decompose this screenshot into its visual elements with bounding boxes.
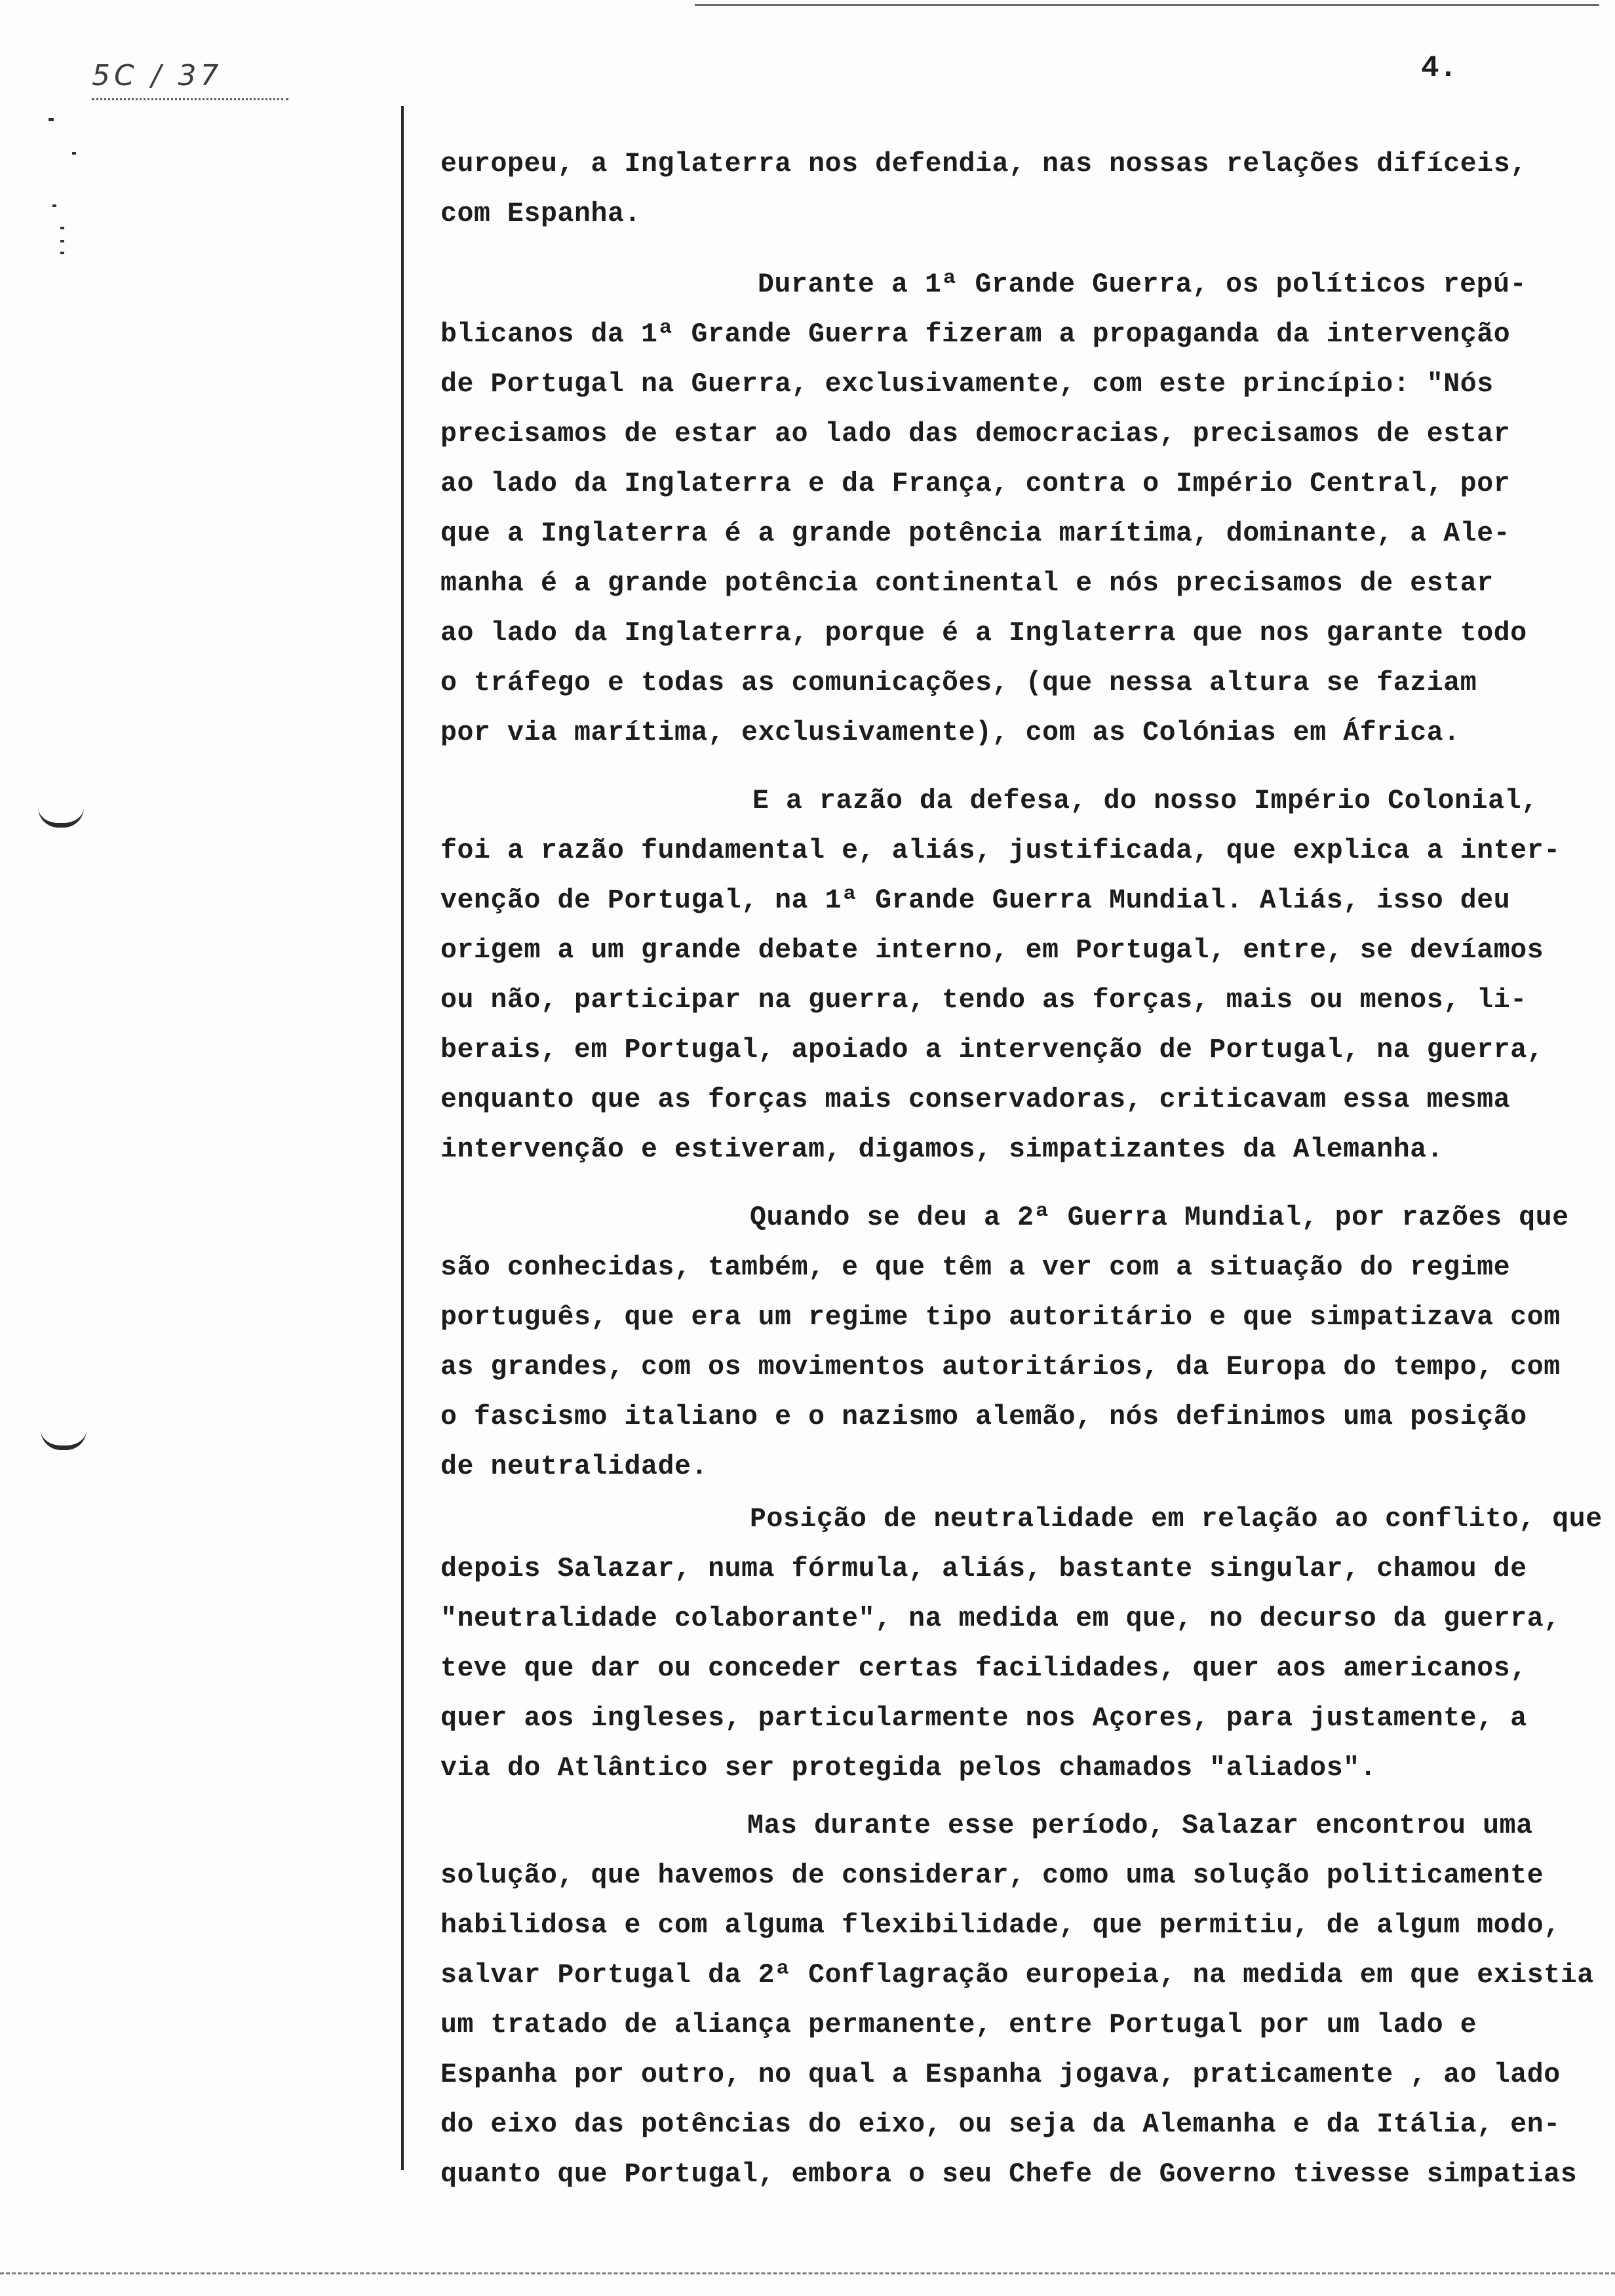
binder-mark (60, 227, 64, 229)
text-line: habilidosa e com alguma flexibilidade, que permitiu, de algum modo, (440, 1910, 1561, 1941)
text-line: de neutralidade. (440, 1451, 709, 1482)
text-line: via do Atlântico ser protegida pelos chamados "aliados". (440, 1753, 1377, 1784)
text-line: teve que dar ou conceder certas facilidades, quer aos americanos, (440, 1653, 1527, 1684)
text-line: as grandes, com os movimentos autoritários, da Europa do tempo, com (440, 1352, 1561, 1383)
text-line: que a Inglaterra é a grande potência marítima, dominante, a Ale- (440, 518, 1511, 549)
text-line: E a razão da defesa, do nosso Império Colonial, (752, 786, 1538, 816)
text-line: blicanos da 1ª Grande Guerra fizeram a propaganda da intervenção (440, 319, 1511, 350)
text-line: solução, que havemos de considerar, como uma solução politicamente (440, 1860, 1544, 1891)
bottom-scan-rule (0, 2272, 1615, 2274)
text-line: origem a um grande debate interno, em Portugal, entre, se devíamos (440, 935, 1544, 966)
text-line: europeu, a Inglaterra nos defendia, nas nossas relações difíceis, (440, 149, 1527, 180)
punch-hole-mark (41, 1430, 87, 1450)
text-line: enquanto que as forças mais conservadoras, criticavam essa mesma (440, 1084, 1511, 1115)
margin-rule (401, 106, 404, 2170)
archive-reference: 5C / 37 (92, 59, 223, 92)
text-line: ou não, participar na guerra, tendo as forças, mais ou menos, li- (440, 985, 1527, 1016)
binder-mark (72, 152, 76, 155)
binder-mark (52, 204, 56, 207)
text-line: "neutralidade colaborante", na medida em que, no decurso da guerra, (440, 1603, 1561, 1634)
text-line: salvar Portugal da 2ª Conflagração europeia, na medida em que existia (440, 1960, 1594, 1991)
text-line: do eixo das potências do eixo, ou seja da Alemanha e da Itália, en- (440, 2109, 1561, 2140)
text-line: Posição de neutralidade em relação ao conflito, que (750, 1504, 1603, 1535)
text-line: foi a razão fundamental e, aliás, justificada, que explica a inter- (440, 835, 1561, 866)
binder-mark (60, 252, 64, 254)
text-line: por via marítima, exclusivamente), com as Colónias em África. (440, 718, 1460, 748)
archive-reference-underline (92, 98, 288, 100)
top-scan-rule (695, 4, 1599, 6)
text-line: venção de Portugal, na 1ª Grande Guerra Mundial. Aliás, isso deu (440, 885, 1511, 916)
text-line: intervenção e estiveram, digamos, simpatizantes da Alemanha. (440, 1134, 1444, 1165)
text-line: Espanha por outro, no qual a Espanha jogava, praticamente , ao lado (440, 2059, 1561, 2090)
punch-hole-mark (38, 807, 84, 828)
text-line: quer aos ingleses, particularmente nos Açores, para justamente, a (440, 1703, 1527, 1734)
text-line: o tráfego e todas as comunicações, (que nessa altura se faziam (440, 668, 1477, 698)
text-line: berais, em Portugal, apoiado a intervenção de Portugal, na guerra, (440, 1035, 1544, 1065)
text-line: o fascismo italiano e o nazismo alemão, nós definimos uma posição (440, 1402, 1527, 1432)
text-line: quanto que Portugal, embora o seu Chefe de Governo tivesse simpatias (440, 2159, 1578, 2190)
page-number: 4. (1421, 51, 1458, 85)
text-line: depois Salazar, numa fórmula, aliás, bastante singular, chamou de (440, 1554, 1527, 1584)
text-line: ao lado da Inglaterra e da França, contra o Império Central, por (440, 469, 1511, 499)
binder-mark (49, 118, 54, 121)
binder-mark (60, 240, 64, 242)
text-line: Durante a 1ª Grande Guerra, os políticos repú- (758, 269, 1527, 300)
text-line: português, que era um regime tipo autoritário e que simpatizava com (440, 1302, 1561, 1333)
text-line: são conhecidas, também, e que têm a ver com a situação do regime (440, 1252, 1511, 1283)
text-line: um tratado de aliança permanente, entre Portugal por um lado e (440, 2010, 1477, 2040)
text-line: manha é a grande potência continental e nós precisamos de estar (440, 568, 1494, 599)
text-line: de Portugal na Guerra, exclusivamente, com este princípio: "Nós (440, 369, 1494, 400)
text-line: ao lado da Inglaterra, porque é a Inglaterra que nos garante todo (440, 618, 1527, 649)
text-line: Mas durante esse período, Salazar encontrou uma (747, 1810, 1533, 1841)
text-line: precisamos de estar ao lado das democracias, precisamos de estar (440, 419, 1511, 450)
text-line: Quando se deu a 2ª Guerra Mundial, por razões que (750, 1202, 1569, 1233)
text-line: com Espanha. (440, 199, 642, 229)
